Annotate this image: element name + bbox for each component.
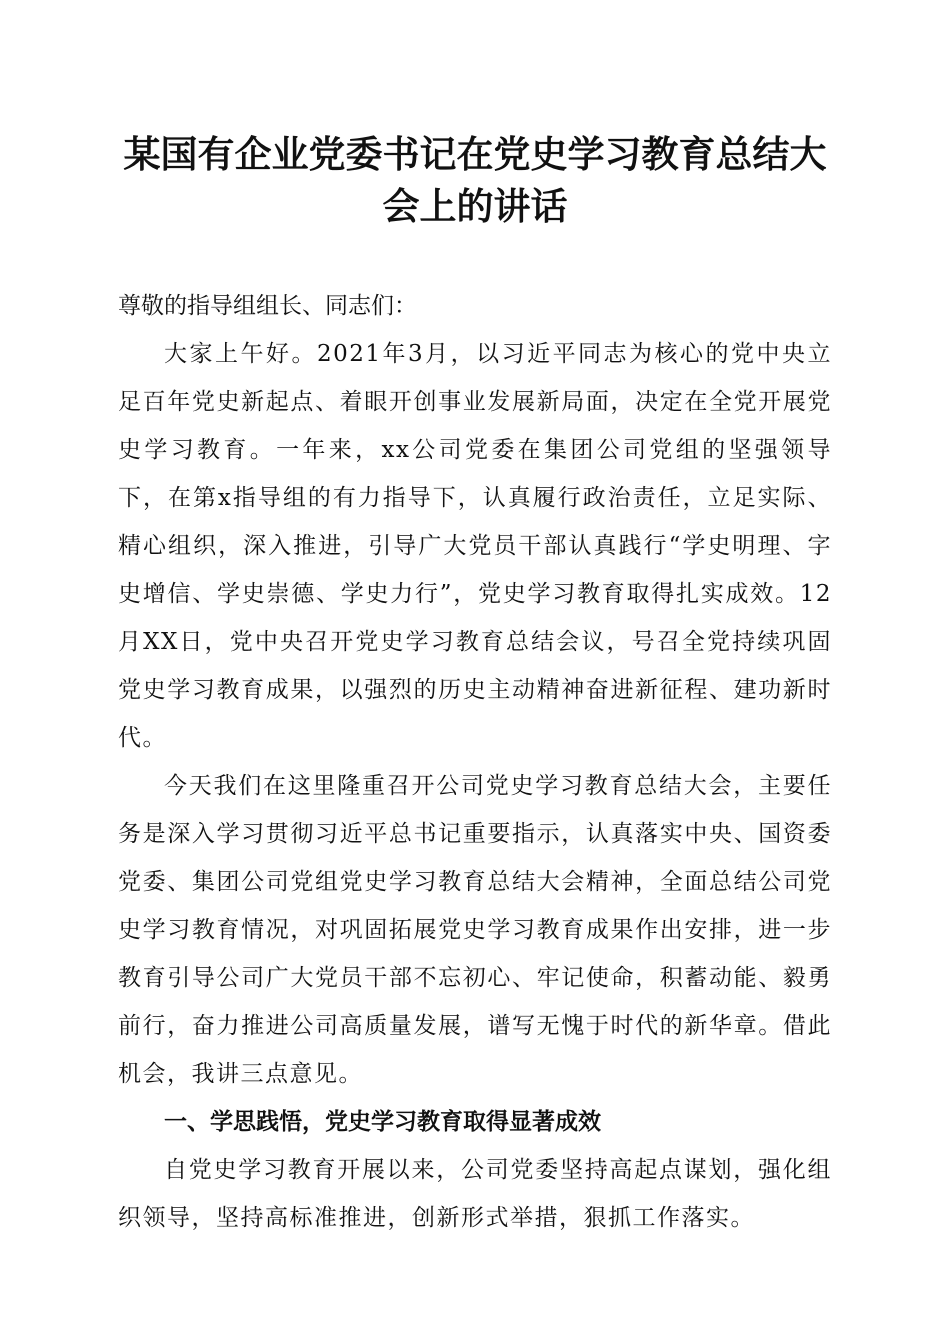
document-page [118,128,832,1242]
document-body [118,282,832,1242]
body-paragraph: 大家上午好。2021年3月，以习近平同志为核心的党中央立足百年党史新起点、着眼开创事业发展新局面，决定在全党开展党史学习教育。一年来，xx公司党委在集团公司党组的坚强领导下，在第x指导组的有力指导下，认真履行政治责任，立足实际、精心组织，深入推进，引导广大党员干部认真践行“学史明理、字史增信、学史崇德、学史力行”，党史学习教育取得扎实成效。12月XX日，党中央召开党史学习教育总结会议，号召全党持续巩固党史学习教育成果，以强烈的历史主动精神奋进新征程、建功新时代。 [118,341,832,751]
body-paragraph: 今天我们在这里隆重召开公司党史学习教育总结大会，主要任务是深入学习贯彻习近平总书记重要指示，认真落实中央、国资委党委、集团公司党组党史学习教育总结大会精神，全面总结公司党史学习教育情况，对巩固拓展党史学习教育成果作出安排，进一步教育引导公司广大党员干部不忘初心、牢记使命，积蓄动能、毅勇前行，奋力推进公司高质量发展，谱写无愧于时代的新华章。借此机会，我讲三点意见。 [118,773,832,1087]
section-heading: 一、学思践悟，党史学习教育取得显著成效 [164,1109,601,1135]
document-title: 某国有企业党委书记在党史学习教育总结大会上的讲话 [123,132,827,228]
salutation: 尊敬的指导组组长、同志们： [118,293,417,319]
section-paragraph: 自党史学习教育开展以来，公司党委坚持高起点谋划，强化组织领导，坚持高标准推进，创新形式举措，狠抓工作落实。 [118,1157,832,1231]
